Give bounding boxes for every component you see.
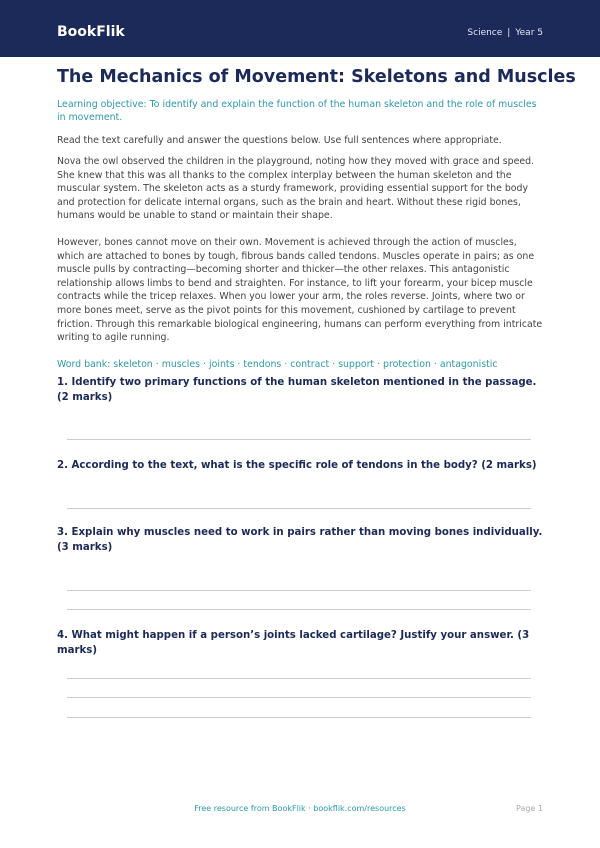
worksheet-body — [57, 65, 576, 371]
question-4: 4. What might happen if a person’s joints lacked cartilage? Justify your answer. (3 marks) — [57, 630, 530, 656]
footer-credit: Free resource from BookFlik · bookflik.com/resources — [194, 804, 406, 813]
question-3: 3. Explain why muscles need to work in pairs rather than moving bones individually. (3 marks) — [57, 527, 543, 553]
answer-line[interactable] — [67, 717, 531, 718]
page-footer — [0, 803, 600, 815]
subject-label: Science — [467, 28, 503, 38]
passage-paragraph-2: However, bones cannot move on their own. Movement is achieved through the action of muscles, which are attached to bones by tough, fibrous bands called tendons. Muscles operate in pairs; as one muscle pulls by contracting—becoming shorter and thicker—the other relaxes. This antagonistic relationship allows limbs to bend and straighten. For instance, to lift your forearm, your bicep muscle contracts while the tricep relaxes. When you lower your arm, the roles reverse. Joints, where two or more bones meet, serve as the pivot points for this movement, cushioned by cartilage to prevent friction. Through this remarkable biological engineering, humans can perform everything from intricate writing to agile running. — [57, 236, 543, 344]
instructions: Read the text carefully and answer the questions below. Use full sentences where appropriate. — [57, 135, 502, 146]
year-label: Year 5 — [515, 28, 543, 38]
learning-objective: Learning objective: To identify and explain the function of the human skeleton and the role of muscles in movement. — [57, 99, 537, 123]
worksheet-title: The Mechanics of Movement: Skeletons and Muscles — [57, 67, 576, 87]
word-bank: Word bank: skeleton · muscles · joints · tendons · contract · support · protection · antagonistic — [57, 358, 498, 370]
page-header — [0, 0, 600, 57]
question-2: 2. According to the text, what is the specific role of tendons in the body? (2 marks) — [57, 460, 537, 471]
answer-line[interactable] — [67, 678, 531, 679]
page-number: Page 1 — [516, 804, 543, 813]
brand-logo: BookFlik — [57, 24, 125, 40]
question-1: 1. Identify two primary functions of the human skeleton mentioned in the passage. (2 marks) — [57, 377, 537, 403]
answer-line[interactable] — [67, 590, 531, 591]
answer-line[interactable] — [67, 508, 531, 509]
answer-line[interactable] — [67, 609, 531, 610]
answer-line[interactable] — [67, 439, 531, 440]
subject-year — [467, 27, 543, 39]
meta-separator: | — [507, 28, 511, 38]
answer-line[interactable] — [67, 697, 531, 698]
passage-paragraph-1: Nova the owl observed the children in the playground, noting how they moved with grace and speed. She knew that this was all thanks to the complex interplay between the human skeleton and the muscular system. The skeleton acts as a sturdy framework, providing essential support for the body and protection for delicate internal organs, such as the brain and heart. Without these rigid bones, humans would be unable to stand or maintain their shape. — [57, 156, 535, 222]
